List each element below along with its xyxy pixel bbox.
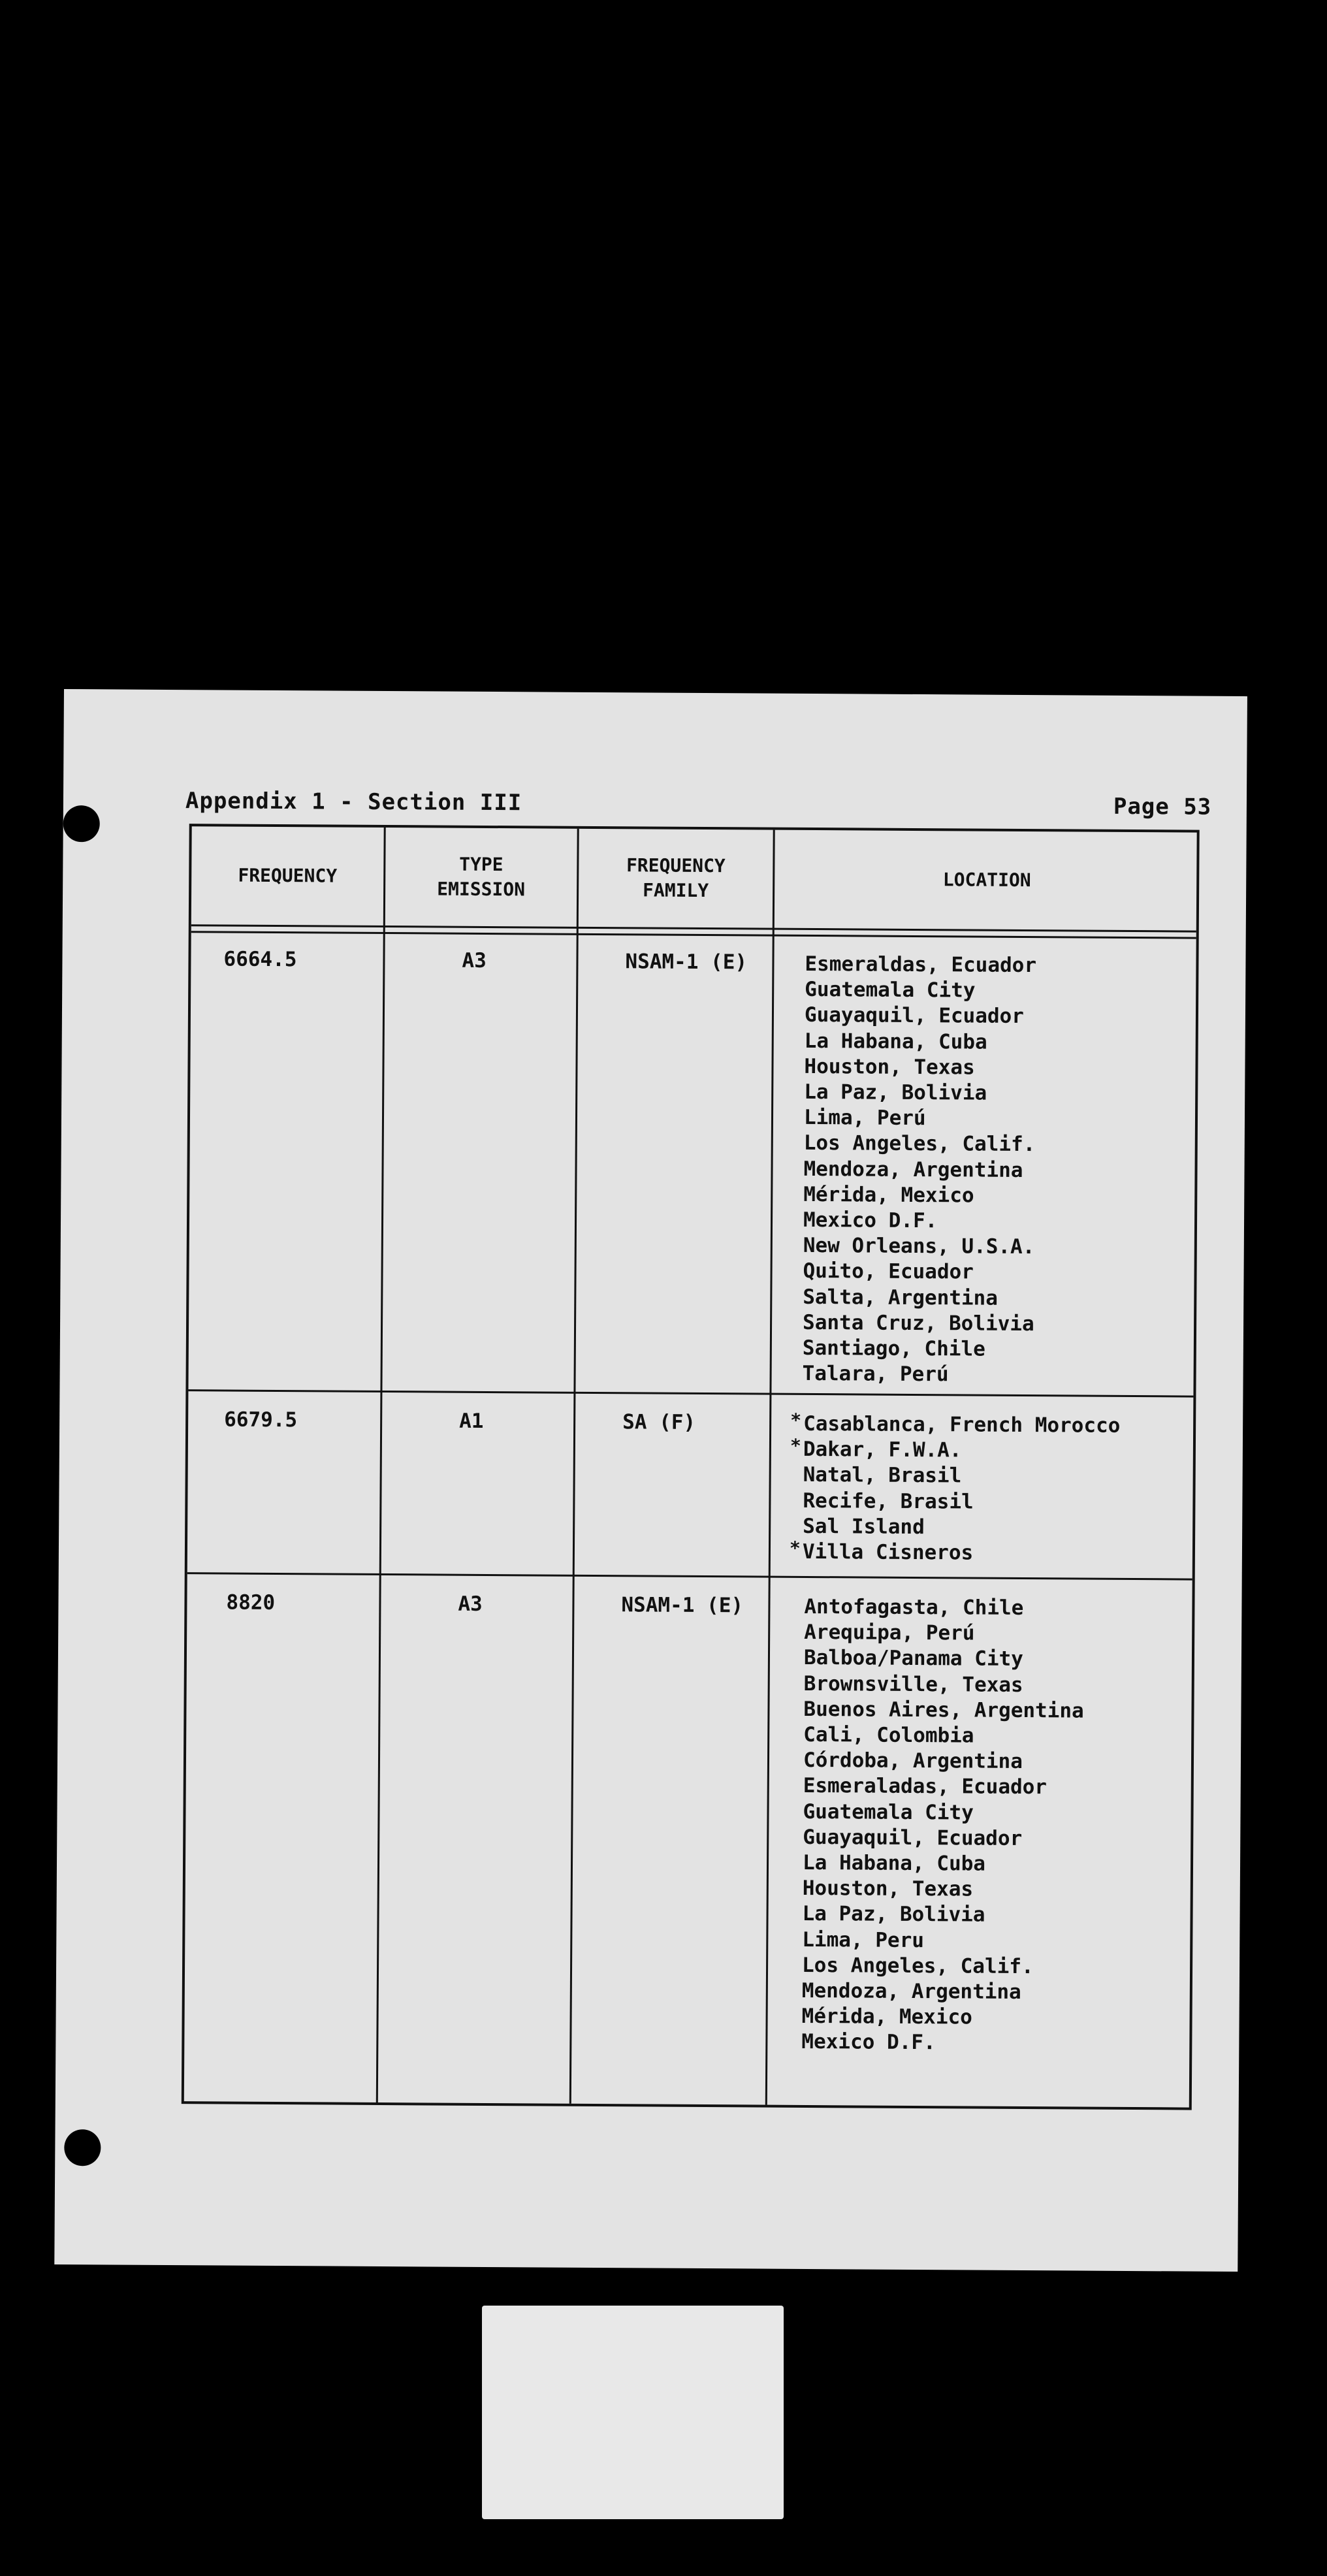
asterisk-icon: * [789,1537,801,1559]
column-header-location: LOCATION [942,869,1031,892]
asterisk-icon: * [790,1435,801,1457]
location-list [802,952,1036,1389]
section-heading: Appendix 1 - Section III [185,788,522,816]
list-item: Santa Cruz, Bolivia [802,1310,1034,1336]
list-item: Mendoza, Argentina [801,1978,1021,2004]
list-item: Balboa/Panama City [803,1646,1024,1671]
list-item: Buenos Aires, Argentina [803,1697,1084,1723]
list-item: Guayaquil, Ecuador [803,1825,1023,1850]
list-item: Houston, Texas [802,1876,974,1901]
list-item: Arequipa, Perú [804,1620,975,1645]
list-item: Mérida, Mexico [801,2004,973,2029]
list-item: Guatemala City [803,1799,974,1825]
list-item: La Habana, Cuba [804,1029,987,1054]
list-item: Santiago, Chile [802,1336,985,1361]
location-list [801,1594,1085,2057]
list-item: Los Angeles, Calif. [803,1131,1036,1157]
frequency-value: 6664.5 [223,947,297,972]
list-item: Brownsville, Texas [803,1671,1023,1697]
blank-card [482,2306,784,2519]
page-number: Page 53 [1113,793,1212,820]
list-item: * Casablanca, French Morocco [803,1411,1120,1439]
list-item: * Dakar, F.W.A. [803,1437,1120,1464]
list-item: La Paz, Bolivia [804,1080,987,1105]
document-page [54,689,1247,2272]
list-item: Lima, Peru [802,1927,925,1952]
column-header-frequency: FREQUENCY [238,864,338,887]
list-item: Sal Island [803,1514,925,1539]
column-header-frequency-family: FREQUENCY FAMILY [626,854,726,902]
punch-hole [64,2129,101,2166]
location-list [789,1409,1121,1567]
list-item: Quito, Ecuador [803,1259,974,1284]
family-value: SA (F) [622,1410,696,1434]
emission-value: A1 [459,1409,484,1433]
list-item: Lima, Perú [803,1106,926,1131]
asterisk-icon: * [790,1409,802,1431]
frequency-value: 8820 [226,1590,276,1615]
family-value: NSAM-1 (E) [625,950,748,974]
list-item: Houston, Texas [804,1054,975,1080]
list-item: Guayaquil, Ecuador [804,1003,1025,1029]
list-item: Mendoza, Argentina [803,1157,1023,1182]
list-item: Natal, Brasil [803,1463,962,1488]
list-item: Mérida, Mexico [803,1182,974,1208]
list-item: * Villa Cisneros [803,1539,1119,1567]
list-item: Mexico D.F. [801,2030,936,2055]
list-item: Los Angeles, Calif. [801,1953,1034,1978]
list-item: Salta, Argentina [803,1285,999,1310]
emission-value: A3 [462,948,487,973]
list-item: Esmeraldas, Ecuador [805,952,1037,978]
emission-value: A3 [458,1592,483,1616]
list-item: La Habana, Cuba [802,1850,986,1876]
list-item: New Orleans, U.S.A. [803,1234,1035,1259]
list-item: La Paz, Bolivia [802,1902,985,1927]
list-item: Guatemala City [805,978,976,1003]
list-item: Antofagasta, Chile [804,1594,1024,1620]
frequency-table [182,824,1200,2110]
list-item: Talara, Perú [802,1362,949,1387]
frequency-value: 6679.5 [224,1408,298,1432]
list-item: Mexico D.F. [803,1208,938,1233]
list-item: Córdoba, Argentina [803,1748,1023,1774]
column-header-type-emission: TYPE EMISSION [437,853,526,901]
list-item: Esmeraladas, Ecuador [803,1774,1047,1799]
family-value: NSAM-1 (E) [621,1593,744,1618]
list-item: Cali, Colombia [803,1722,974,1748]
list-item: Recife, Brasil [803,1489,974,1514]
punch-hole [63,805,100,842]
